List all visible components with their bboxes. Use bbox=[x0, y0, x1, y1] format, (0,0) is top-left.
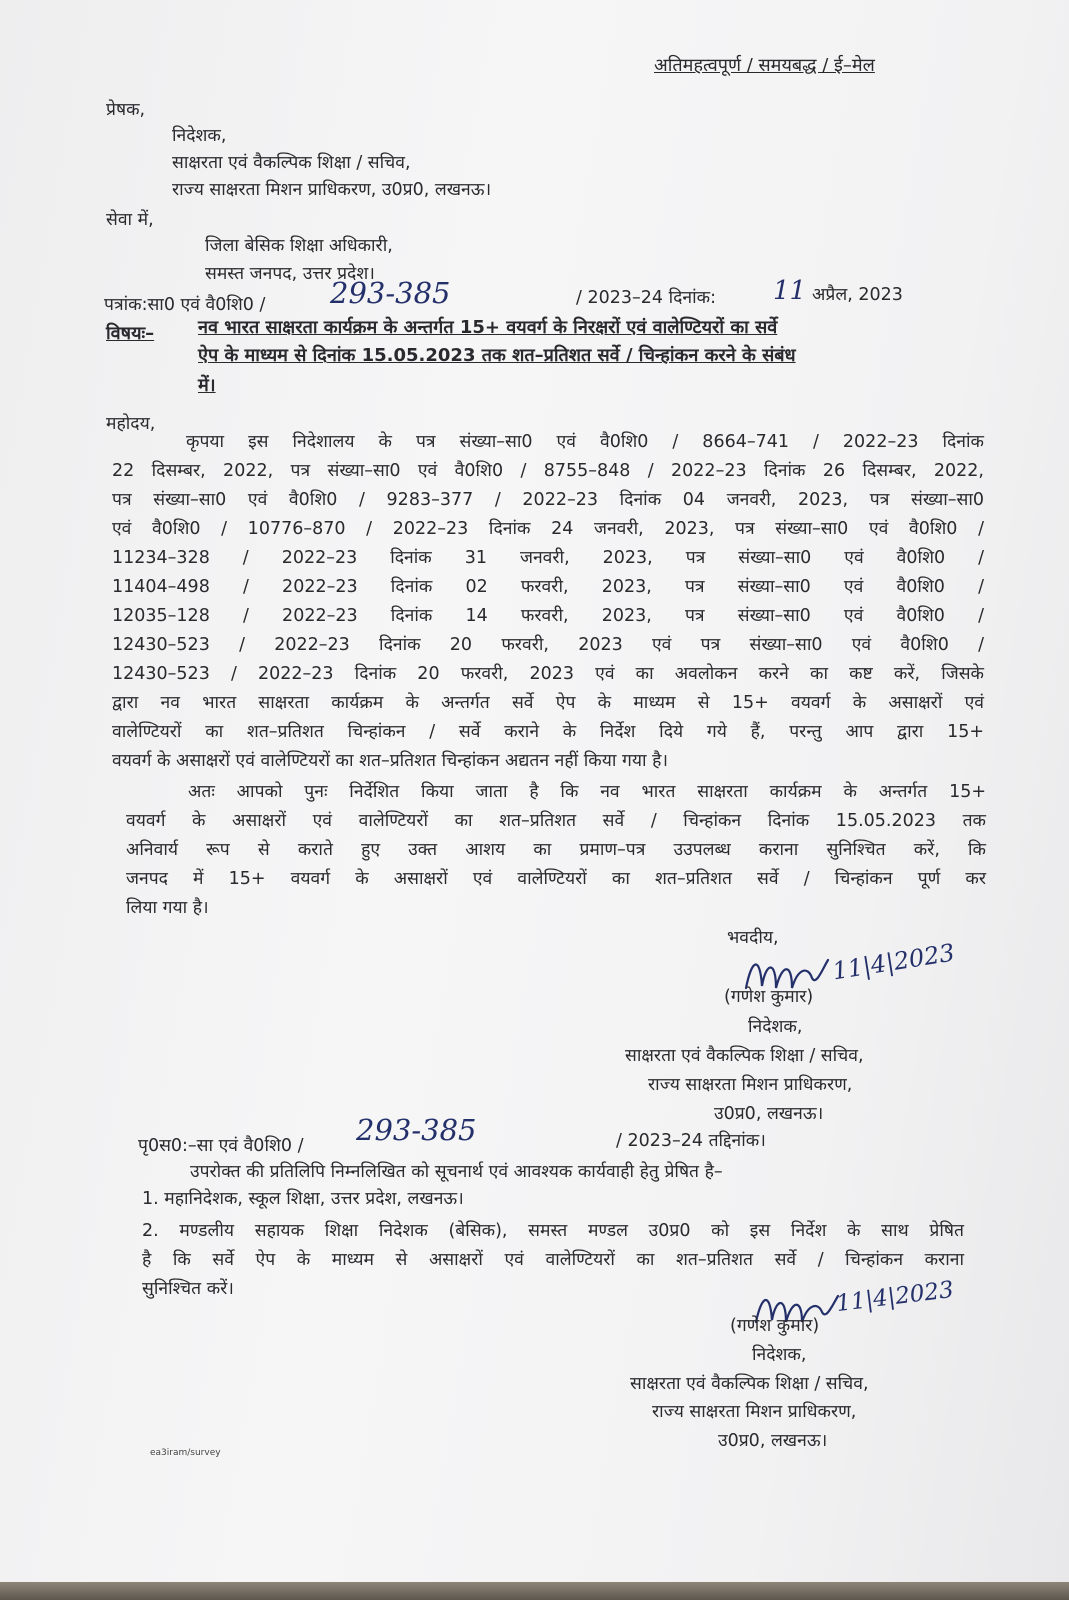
subject-line: ऐप के माध्यम से दिनांक 15.05.2023 तक शत–प्रतिशत सर्वे / चिन्हांकन करने के संबंध bbox=[198, 345, 796, 366]
para2-line: जनपद में 15+ वयवर्ग के असाक्षरों एवं वालेण्टियरों का शत–प्रतिशत सर्वे / चिन्हांकन पूर्ण कर bbox=[126, 869, 986, 889]
ref-number-handwritten: 293-385 bbox=[330, 276, 451, 310]
endorsement-suffix: / 2023–24 तद्दिनांक। bbox=[616, 1131, 766, 1151]
signatory-name: (गणेश कुमार) bbox=[724, 987, 814, 1007]
endorsement-intro: उपरोक्त की प्रतिलिपि निम्नलिखित को सूचनार्थ एवं आवश्यक कार्यवाही हेतु प्रेषित है– bbox=[190, 1162, 723, 1182]
para1-line: पत्र संख्या–सा0 एवं वै0शि0 / 9283–377 / 2022–23 दिनांक 04 जनवरी, 2023, पत्र संख्या–सा0 bbox=[112, 490, 984, 510]
file-path: ea3iram/survey bbox=[150, 1448, 221, 1458]
para2-line: लिया गया है। bbox=[126, 898, 209, 918]
para1-line: 12430–523 / 2022–23 दिनांक 20 फरवरी, 2023 एवं का अवलोकन करने का कष्ट करें, जिसके bbox=[112, 664, 984, 684]
copy-item: 1. महानिदेशक, स्कूल शिक्षा, उत्तर प्रदेश, लखनऊ। bbox=[142, 1189, 464, 1209]
para1-line: 22 दिसम्बर, 2022, पत्र संख्या–सा0 एवं वै0शि0 / 8755–848 / 2022–23 दिनांक 26 दिसम्बर, 2022, bbox=[112, 461, 984, 481]
para2-line: अनिवार्य रूप से कराते हुए उक्त आशय का प्रमाण–पत्र उउपलब्ध कराना सुनिश्चित करें, कि bbox=[126, 840, 986, 860]
signature-date: 11|4|2023 bbox=[830, 938, 957, 986]
sender-label: प्रेषक, bbox=[106, 100, 146, 120]
signatory-line: उ0प्र0, लखनऊ। bbox=[714, 1104, 824, 1124]
copy-item-2-line: है कि सर्वे ऐप के माध्यम से असाक्षरों एवं वालेण्टियरों का शत–प्रतिशत सर्वे / चिन्हांकन कराना bbox=[142, 1250, 964, 1270]
ref-middle: / 2023–24 दिनांक: bbox=[576, 288, 716, 308]
salutation: महोदय, bbox=[106, 414, 156, 434]
para1-line: कृपया इस निदेशालय के पत्र संख्या–सा0 एवं वै0शि0 / 8664–741 / 2022–23 दिनांक bbox=[186, 432, 984, 452]
ref-date-suffix: अप्रैल, 2023 bbox=[812, 285, 903, 305]
subject-line: नव भारत साक्षरता कार्यक्रम के अन्तर्गत 15+ वयवर्ग के निरक्षरों एवं वालेण्टियरों का सर्वे bbox=[198, 317, 778, 338]
para1-line: 11234–328 / 2022–23 दिनांक 31 जनवरी, 2023, पत्र संख्या–सा0 एवं वै0शि0 / bbox=[112, 548, 984, 568]
signatory-line: साक्षरता एवं वैकल्पिक शिक्षा / सचिव, bbox=[625, 1046, 864, 1066]
ref-prefix: पत्रांक:सा0 एवं वै0शि0 / bbox=[104, 295, 266, 315]
ref-day-handwritten: 11 bbox=[773, 276, 807, 306]
para1-line: द्वारा नव भारत साक्षरता कार्यक्रम के अन्तर्गत सर्वे ऐप के माध्यम से 15+ वयवर्ग के असाक्षरों एवं bbox=[112, 693, 984, 713]
signatory-line: राज्य साक्षरता मिशन प्राधिकरण, bbox=[652, 1402, 857, 1422]
para1-line: 11404–498 / 2022–23 दिनांक 02 फरवरी, 2023, पत्र संख्या–सा0 एवं वै0शि0 / bbox=[112, 577, 984, 597]
sender-line: राज्य साक्षरता मिशन प्राधिकरण, उ0प्र0, लखनऊ। bbox=[172, 180, 492, 200]
valediction: भवदीय, bbox=[727, 928, 779, 948]
para1-line: 12430–523 / 2022–23 दिनांक 20 फरवरी, 2023 एवं पत्र संख्या–सा0 एवं वै0शि0 / bbox=[112, 635, 984, 655]
body-paragraph-1 bbox=[112, 428, 984, 776]
copy-item-2-line: 2. मण्डलीय सहायक शिक्षा निदेशक (बेसिक), समस्त मण्डल उ0प्र0 को इस निर्देश के साथ प्रेषित bbox=[142, 1221, 964, 1241]
recipient-line: समस्त जनपद, उत्तर प्रदेश। bbox=[205, 264, 375, 284]
subject-label: विषयः– bbox=[106, 323, 155, 344]
signature-date: 11|4|2023 bbox=[834, 1276, 956, 1318]
para1-line: 12035–128 / 2022–23 दिनांक 14 फरवरी, 2023, पत्र संख्या–सा0 एवं वै0शि0 / bbox=[112, 606, 984, 626]
para1-line: वालेण्टियरों का शत–प्रतिशत चिन्हांकन / सर्वे कराने के निर्देश दिये गये हैं, परन्तु आप द्वारा 15+ bbox=[112, 722, 984, 742]
body-paragraph-2 bbox=[126, 778, 986, 923]
endorsement-prefix: पृ0स0:–सा एवं वै0शि0 / bbox=[138, 1136, 304, 1156]
paper-bottom-edge bbox=[0, 1582, 1069, 1600]
para1-line: एवं वै0शि0 / 10776–870 / 2022–23 दिनांक 24 जनवरी, 2023, पत्र संख्या–सा0 एवं वै0शि0 / bbox=[112, 519, 984, 539]
para1-line: वयवर्ग के असाक्षरों एवं वालेण्टियरों का शत–प्रतिशत चिन्हांकन अद्यतन नहीं किया गया है। bbox=[112, 751, 668, 771]
endorsement-number-handwritten: 293-385 bbox=[356, 1113, 477, 1147]
signatory-line: निदेशक, bbox=[748, 1017, 803, 1037]
copy-item-2-line: सुनिश्चित करें। bbox=[142, 1279, 234, 1299]
signatory-line: उ0प्र0, लखनऊ। bbox=[718, 1431, 828, 1451]
priority-tag: अतिमहत्वपूर्ण / समयबद्ध / ई–मेल bbox=[654, 55, 875, 76]
signatory-name: (गणेश कुमार) bbox=[730, 1316, 820, 1336]
recipient-line: जिला बेसिक शिक्षा अधिकारी, bbox=[205, 236, 393, 256]
subject-line: में। bbox=[198, 375, 216, 396]
para2-line: अतः आपको पुनः निर्देशित किया जाता है कि नव भारत साक्षरता कार्यक्रम के अन्तर्गत 15+ bbox=[188, 782, 986, 802]
sender-line: साक्षरता एवं वैकल्पिक शिक्षा / सचिव, bbox=[172, 153, 411, 173]
signatory-line: साक्षरता एवं वैकल्पिक शिक्षा / सचिव, bbox=[630, 1374, 869, 1394]
sender-line: निदेशक, bbox=[172, 126, 227, 146]
recipient-label: सेवा में, bbox=[106, 210, 154, 230]
signatory-line: राज्य साक्षरता मिशन प्राधिकरण, bbox=[648, 1075, 853, 1095]
signatory-line: निदेशक, bbox=[752, 1345, 807, 1365]
para2-line: वयवर्ग के असाक्षरों एवं वालेण्टियरों का शत–प्रतिशत सर्वे / चिन्हांकन दिनांक 15.05.2023 तक bbox=[126, 811, 986, 831]
